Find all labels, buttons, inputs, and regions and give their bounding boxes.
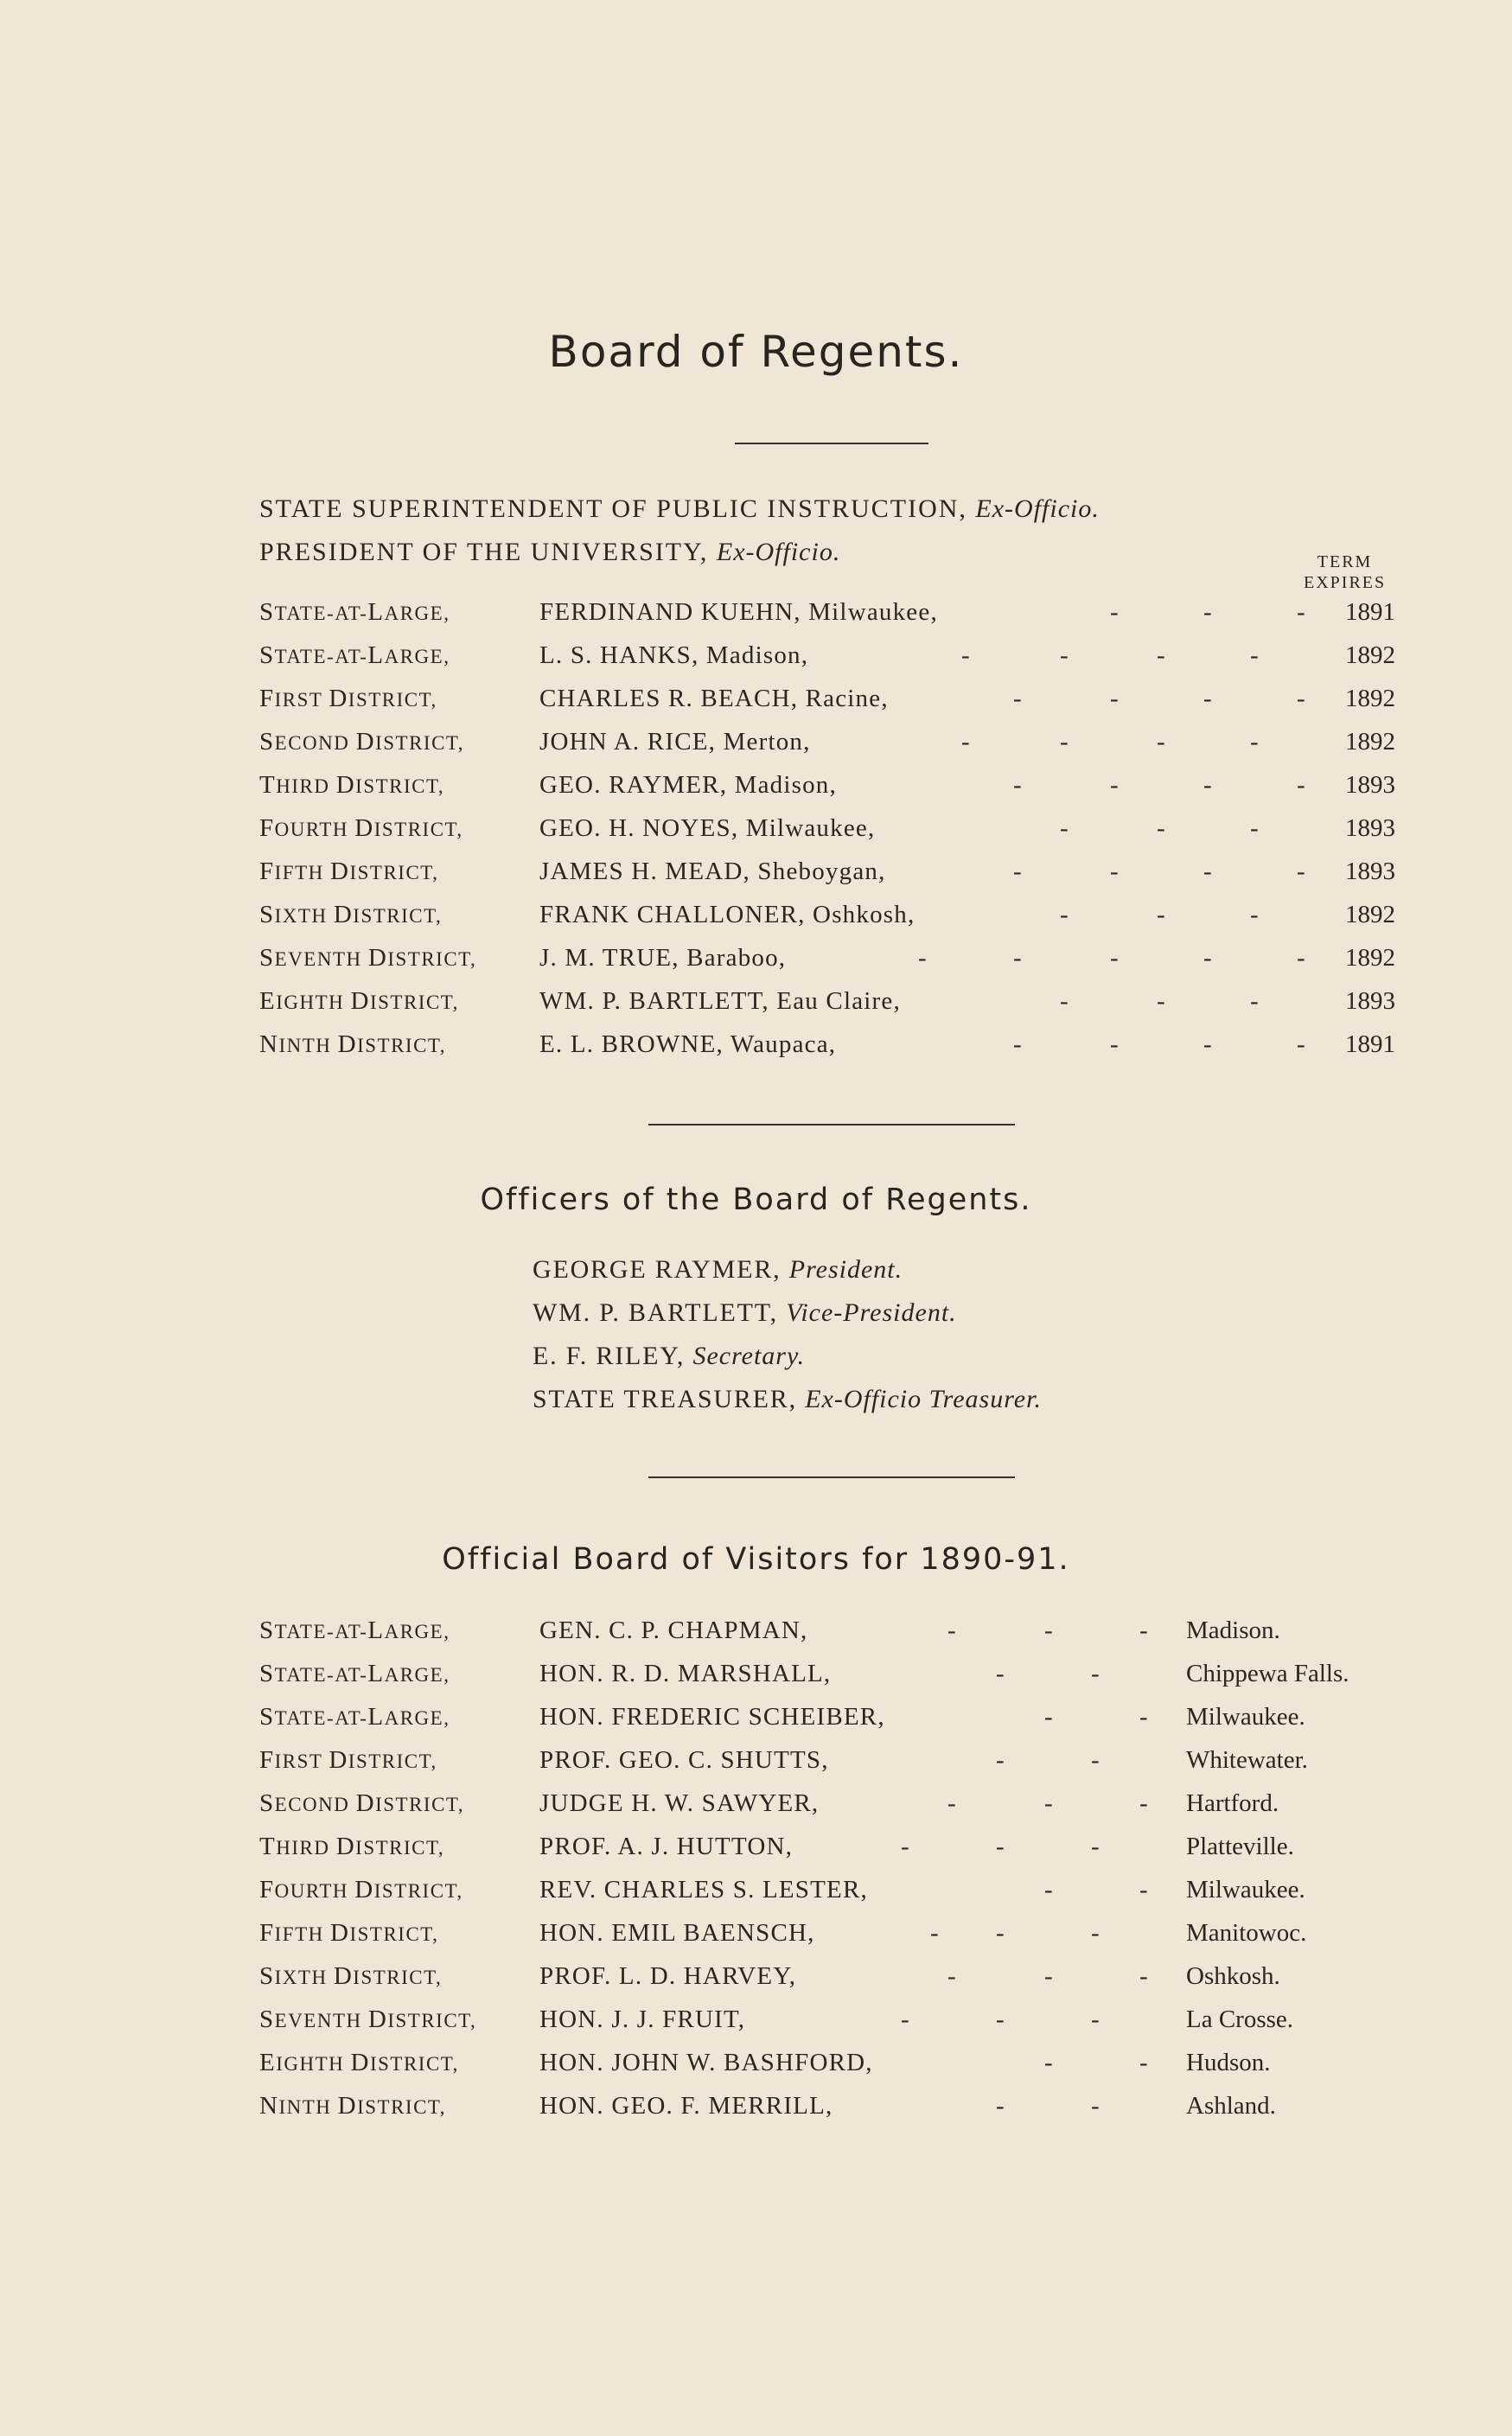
visitors-title: Official Board of Visitors for 1890-91. <box>442 1542 1070 1577</box>
visitor-row: STATE-AT-LARGE, HON. FREDERIC SCHEIBER, - - Milwaukee. <box>259 1703 1305 1731</box>
visitor-place: Manitowoc. <box>1186 1919 1307 1947</box>
visitor-place: Milwaukee. <box>1186 1876 1305 1904</box>
regent-row: STATE-AT-LARGE, FERDINAND KUEHN, Milwaukee, - - - 1891 <box>259 598 1395 626</box>
visitor-name: JUDGE H. W. SAWYER, <box>539 1789 820 1817</box>
district-label: STATE-AT-LARGE, <box>259 1617 450 1644</box>
regent-row: SECOND DISTRICT, JOHN A. RICE, Merton, - - - - 1892 <box>259 728 1395 756</box>
district-label: EIGHTH DISTRICT, <box>259 987 459 1015</box>
district-label: SEVENTH DISTRICT, <box>259 944 477 972</box>
term-year: 1893 <box>1345 814 1395 842</box>
visitor-name: HON. EMIL BAENSCH, <box>539 1919 815 1947</box>
district-label: STATE-AT-LARGE, <box>259 1660 450 1687</box>
visitor-row: EIGHTH DISTRICT, HON. JOHN W. BASHFORD, - - Hudson. <box>259 2049 1271 2076</box>
visitor-name: HON. FREDERIC SCHEIBER, <box>539 1703 885 1731</box>
regent-name: GEO. H. NOYES, Milwaukee, <box>539 814 876 842</box>
regent-row: FIRST DISTRICT, CHARLES R. BEACH, Racine, - - - - 1892 <box>259 685 1395 712</box>
visitor-place: Madison. <box>1186 1617 1280 1644</box>
district-label: FIRST DISTRICT, <box>259 1746 437 1774</box>
district-label: SEVENTH DISTRICT, <box>259 2006 477 2033</box>
ex-officio-line: STATE SUPERINTENDENT OF PUBLIC INSTRUCTION, Ex-Officio. <box>259 494 1100 523</box>
term-expires-header: TERM EXPIRES <box>1304 552 1387 592</box>
regent-name: E. L. BROWNE, Waupaca, <box>539 1030 837 1058</box>
regent-row: FOURTH DISTRICT, GEO. H. NOYES, Milwaukee, - - - 1893 <box>259 814 1395 842</box>
page-title: Board of Regents. <box>548 327 964 377</box>
term-year: 1893 <box>1345 987 1395 1015</box>
visitor-name: GEN. C. P. CHAPMAN, <box>539 1617 808 1644</box>
visitor-name: HON. J. J. FRUIT, <box>539 2006 746 2033</box>
visitor-name: HON. R. D. MARSHALL, <box>539 1660 832 1687</box>
district-label: FIRST DISTRICT, <box>259 685 437 712</box>
visitor-place: Milwaukee. <box>1186 1703 1305 1731</box>
district-label: SECOND DISTRICT, <box>259 1789 465 1817</box>
visitor-row: THIRD DISTRICT, PROF. A. J. HUTTON, - - - Platteville. <box>259 1833 1294 1860</box>
regent-name: J. M. TRUE, Baraboo, <box>539 944 787 972</box>
visitor-row: SEVENTH DISTRICT, HON. J. J. FRUIT, - - - La Crosse. <box>259 2006 1294 2033</box>
district-label: SIXTH DISTRICT, <box>259 1962 443 1990</box>
section-divider <box>648 1124 1015 1126</box>
visitor-place: Oshkosh. <box>1186 1962 1280 1990</box>
district-label: STATE-AT-LARGE, <box>259 641 450 669</box>
visitor-row: NINTH DISTRICT, HON. GEO. F. MERRILL, - - Ashland. <box>259 2092 1276 2120</box>
visitor-row: SECOND DISTRICT, JUDGE H. W. SAWYER, - - - Hartford. <box>259 1789 1279 1817</box>
visitor-name: PROF. GEO. C. SHUTTS, <box>539 1746 829 1774</box>
visitor-row: SIXTH DISTRICT, PROF. L. D. HARVEY, - - - Oshkosh. <box>259 1962 1280 1990</box>
term-year: 1891 <box>1345 1030 1395 1058</box>
regent-row: NINTH DISTRICT, E. L. BROWNE, Waupaca, - - - - 1891 <box>259 1030 1395 1058</box>
regent-name: JAMES H. MEAD, Sheboygan, <box>539 858 886 885</box>
district-label: FIFTH DISTRICT, <box>259 858 439 885</box>
visitor-place: Hudson. <box>1186 2049 1271 2076</box>
visitor-place: La Crosse. <box>1186 2006 1294 2033</box>
district-label: STATE-AT-LARGE, <box>259 1703 450 1731</box>
term-year: 1892 <box>1345 641 1395 669</box>
regent-row: THIRD DISTRICT, GEO. RAYMER, Madison, - - - - 1893 <box>259 771 1395 799</box>
visitor-name: PROF. A. J. HUTTON, <box>539 1833 794 1860</box>
regent-name: FERDINAND KUEHN, Milwaukee, <box>539 598 938 626</box>
regent-name: FRANK CHALLONER, Oshkosh, <box>539 901 915 928</box>
visitor-row: FIRST DISTRICT, PROF. GEO. C. SHUTTS, - - Whitewater. <box>259 1746 1308 1774</box>
officer-line: STATE TREASURER, Ex-Officio Treasurer. <box>533 1385 1042 1413</box>
officer-line: WM. P. BARTLETT, Vice-President. <box>533 1298 957 1327</box>
visitor-name: HON. JOHN W. BASHFORD, <box>539 2049 873 2076</box>
term-year: 1892 <box>1345 728 1395 756</box>
officer-line: E. F. RILEY, Secretary. <box>533 1342 806 1370</box>
term-year: 1891 <box>1345 598 1395 626</box>
visitor-name: REV. CHARLES S. LESTER, <box>539 1876 868 1904</box>
term-year: 1892 <box>1345 685 1395 712</box>
district-label: FOURTH DISTRICT, <box>259 814 463 842</box>
visitor-place: Ashland. <box>1186 2092 1276 2120</box>
visitor-row: STATE-AT-LARGE, GEN. C. P. CHAPMAN, - - - Madison. <box>259 1617 1280 1644</box>
term-year: 1892 <box>1345 901 1395 928</box>
term-year: 1893 <box>1345 771 1395 799</box>
district-label: NINTH DISTRICT, <box>259 1030 447 1058</box>
regent-name: L. S. HANKS, Madison, <box>539 641 809 669</box>
visitor-name: HON. GEO. F. MERRILL, <box>539 2092 833 2120</box>
district-label: FOURTH DISTRICT, <box>259 1876 463 1904</box>
district-label: FIFTH DISTRICT, <box>259 1919 439 1947</box>
district-label: STATE-AT-LARGE, <box>259 598 450 626</box>
section-divider <box>648 1476 1015 1478</box>
term-year: 1893 <box>1345 858 1395 885</box>
regent-row: SEVENTH DISTRICT, J. M. TRUE, Baraboo, - - - - - 1892 <box>259 944 1395 972</box>
visitor-place: Chippewa Falls. <box>1186 1660 1349 1687</box>
ex-officio-line: PRESIDENT OF THE UNIVERSITY, Ex-Officio. <box>259 538 841 566</box>
officer-line: GEORGE RAYMER, President. <box>533 1255 903 1284</box>
district-label: THIRD DISTRICT, <box>259 771 445 799</box>
visitor-row: FIFTH DISTRICT, HON. EMIL BAENSCH, - - - Manitowoc. <box>259 1919 1307 1947</box>
title-divider <box>735 443 928 444</box>
regent-row: EIGHTH DISTRICT, WM. P. BARTLETT, Eau Claire, - - - 1893 <box>259 987 1395 1015</box>
visitor-place: Platteville. <box>1186 1833 1294 1860</box>
district-label: NINTH DISTRICT, <box>259 2092 447 2120</box>
regent-name: CHARLES R. BEACH, Racine, <box>539 685 889 712</box>
district-label: SIXTH DISTRICT, <box>259 901 443 928</box>
visitor-place: Whitewater. <box>1186 1746 1308 1774</box>
visitor-name: PROF. L. D. HARVEY, <box>539 1962 797 1990</box>
regent-row: SIXTH DISTRICT, FRANK CHALLONER, Oshkosh, - - - 1892 <box>259 901 1395 928</box>
regent-name: JOHN A. RICE, Merton, <box>539 728 811 756</box>
officers-title: Officers of the Board of Regents. <box>480 1183 1032 1217</box>
visitor-place: Hartford. <box>1186 1789 1279 1817</box>
regent-name: WM. P. BARTLETT, Eau Claire, <box>539 987 901 1015</box>
regent-row: FIFTH DISTRICT, JAMES H. MEAD, Sheboygan, - - - - 1893 <box>259 858 1395 885</box>
district-label: SECOND DISTRICT, <box>259 728 465 756</box>
visitor-row: FOURTH DISTRICT, REV. CHARLES S. LESTER, - - Milwaukee. <box>259 1876 1305 1904</box>
regent-row: STATE-AT-LARGE, L. S. HANKS, Madison, - - - - 1892 <box>259 641 1395 669</box>
district-label: EIGHTH DISTRICT, <box>259 2049 459 2076</box>
district-label: THIRD DISTRICT, <box>259 1833 445 1860</box>
regent-name: GEO. RAYMER, Madison, <box>539 771 837 799</box>
visitor-row: STATE-AT-LARGE, HON. R. D. MARSHALL, - - Chippewa Falls. <box>259 1660 1349 1687</box>
term-year: 1892 <box>1345 944 1395 972</box>
